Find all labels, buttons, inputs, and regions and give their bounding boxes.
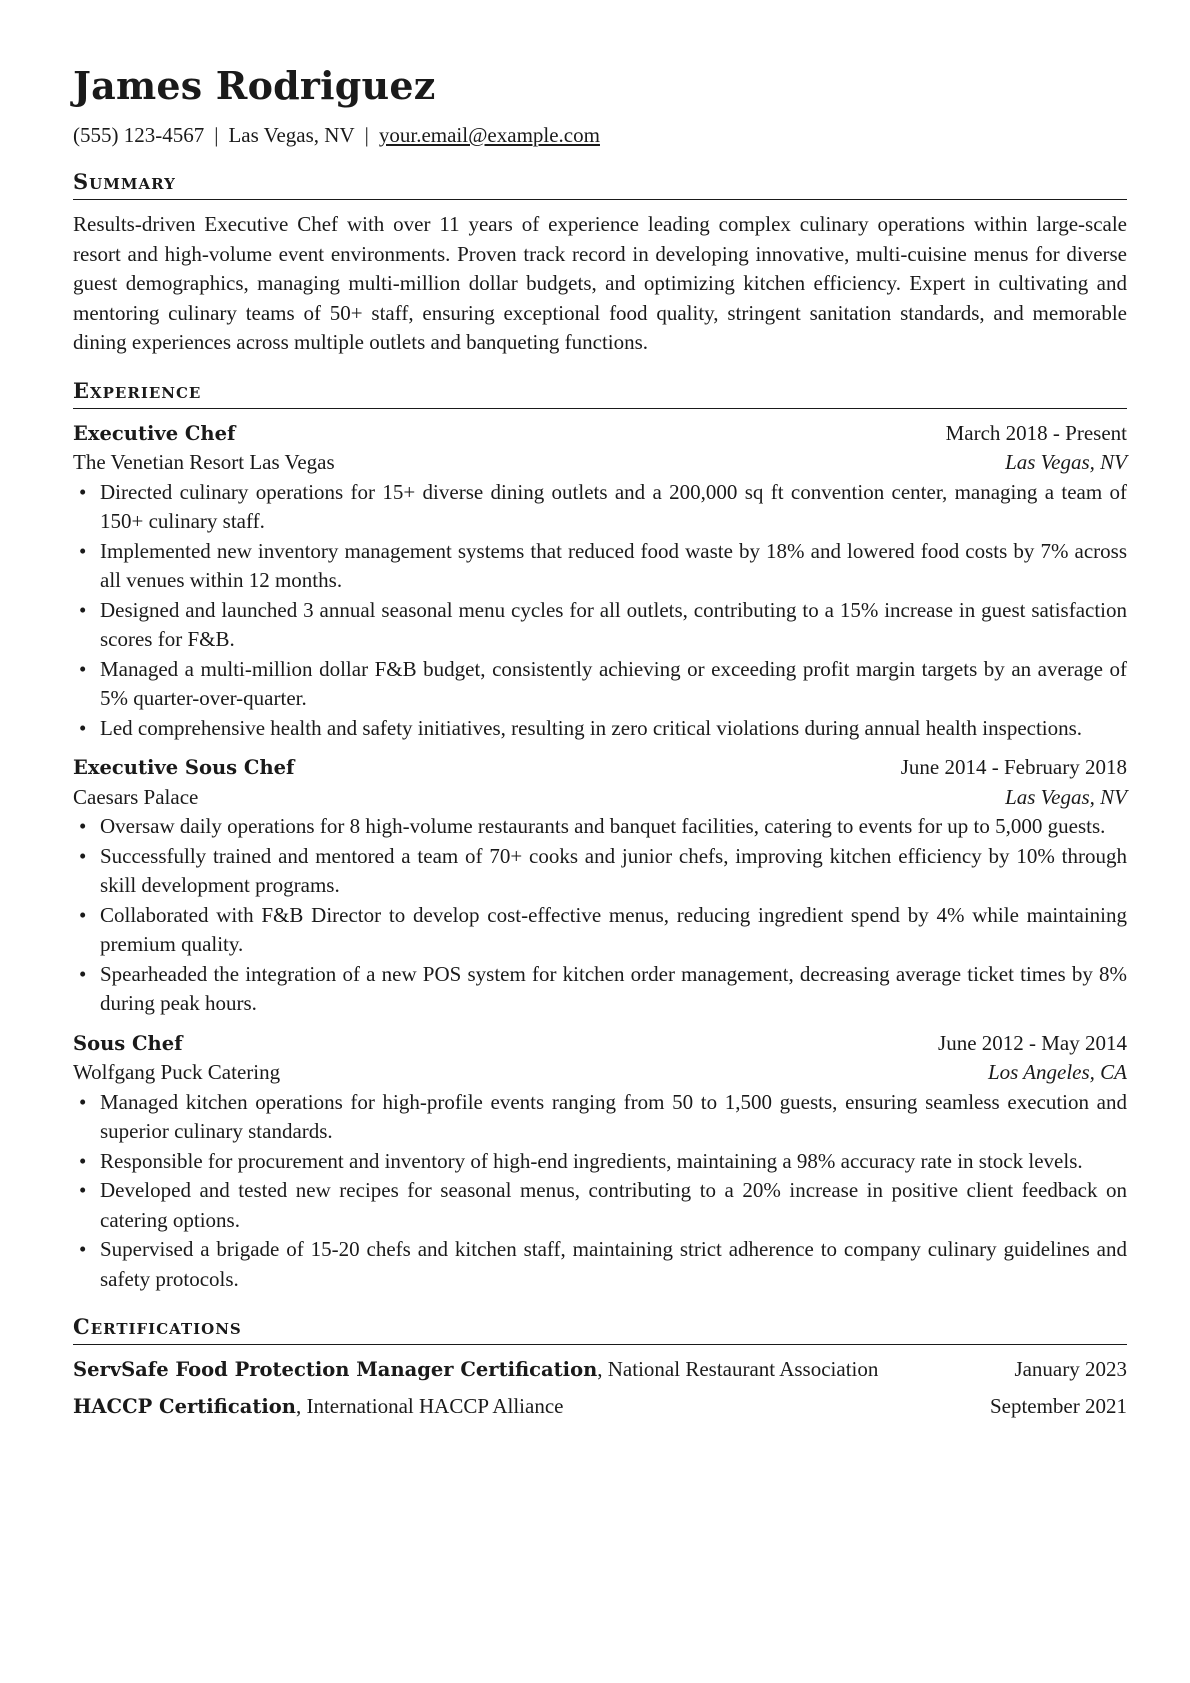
bullet-icon: • bbox=[79, 843, 87, 868]
job-bullet bbox=[73, 714, 1127, 744]
certification-row bbox=[73, 1388, 1127, 1425]
job-bullet bbox=[73, 1147, 1127, 1177]
experience-list bbox=[73, 419, 1127, 1295]
job-location: Los Angeles, CA bbox=[987, 1060, 1127, 1084]
job-bullet bbox=[73, 596, 1127, 655]
job-company: Caesars Palace bbox=[73, 784, 199, 809]
job-bullet-text: Supervised a brigade of 15-20 chefs and kitchen staff, maintaining strict adherence to company culinary guidelines and safety protocols. bbox=[100, 1237, 1127, 1291]
job-header-row bbox=[73, 419, 1127, 449]
job-bullet-text: Managed kitchen operations for high-profile events ranging from 50 to 1,500 guests, ensuring seamless execution and superior culinary standards. bbox=[100, 1089, 1127, 1143]
certification-date: January 2023 bbox=[1014, 1357, 1127, 1381]
email-link[interactable]: your.email@example.com bbox=[378, 123, 600, 147]
job-bullet-text: Developed and tested new recipes for seasonal menus, contributing to a 20% increase in positive client feedback on catering options. bbox=[100, 1178, 1127, 1232]
candidate-name: James Rodriguez bbox=[73, 63, 436, 108]
contact-location: Las Vegas, NV bbox=[228, 123, 355, 147]
job-company-row bbox=[73, 448, 1127, 478]
job-bullet-text: Oversaw daily operations for 8 high-volume restaurants and banquet facilities, catering to events for up to 5,000 guests. bbox=[100, 814, 1106, 838]
job-company-row bbox=[73, 783, 1127, 813]
job-bullet-text: Implemented new inventory management systems that reduced food waste by 18% and lowered food costs by 7% across all venues within 12 months. bbox=[100, 538, 1127, 592]
bullet-icon: • bbox=[79, 656, 87, 681]
job-bullet-text: Collaborated with F&B Director to develop cost-effective menus, reducing ingredient spend by 4% while maintaining premium quality. bbox=[100, 902, 1127, 956]
job-company: Wolfgang Puck Catering bbox=[73, 1060, 281, 1084]
bullet-icon: • bbox=[79, 1237, 87, 1261]
certification-name: HACCP Certification bbox=[73, 1395, 296, 1418]
job-header-row bbox=[73, 753, 1127, 783]
summary-heading: Summary bbox=[73, 167, 1127, 200]
bullet-icon: • bbox=[79, 961, 87, 986]
job-entry bbox=[73, 753, 1127, 1019]
job-company-row bbox=[73, 1058, 1127, 1088]
certification-name: ServSafe Food Protection Manager Certification bbox=[73, 1358, 598, 1381]
job-bullet-text: Successfully trained and mentored a team of 70+ cooks and junior chefs, improving kitchen efficiency by 10% through skill development programs. bbox=[100, 843, 1127, 897]
job-bullet bbox=[73, 812, 1127, 842]
job-bullet-text: Designed and launched 3 annual seasonal menu cycles for all outlets, contributing to a 15% increase in guest satisfaction scores for F&B. bbox=[100, 597, 1127, 651]
job-bullet bbox=[73, 478, 1127, 537]
job-bullet-list bbox=[73, 478, 1127, 744]
bullet-icon: • bbox=[79, 597, 87, 622]
job-bullet-text: Responsible for procurement and inventory of high-end ingredients, maintaining a 98% accuracy rate in stock levels. bbox=[100, 1148, 1083, 1173]
job-bullet bbox=[73, 655, 1127, 714]
certification-row bbox=[73, 1351, 1127, 1388]
job-bullet bbox=[73, 1176, 1127, 1235]
job-bullet bbox=[73, 901, 1127, 960]
experience-heading: Experience bbox=[73, 376, 1127, 409]
job-header-row bbox=[73, 1029, 1127, 1059]
bullet-icon: • bbox=[79, 1178, 87, 1202]
job-bullet bbox=[73, 1235, 1127, 1294]
certification-text bbox=[73, 1351, 878, 1388]
bullet-icon: • bbox=[79, 1148, 87, 1173]
certifications-list bbox=[73, 1351, 1127, 1425]
job-company: The Venetian Resort Las Vegas bbox=[73, 450, 335, 474]
job-title: Sous Chef bbox=[73, 1031, 183, 1055]
job-bullet bbox=[73, 960, 1127, 1019]
job-dates: June 2012 - May 2014 bbox=[938, 1030, 1127, 1055]
bullet-icon: • bbox=[79, 538, 87, 563]
job-bullet bbox=[73, 537, 1127, 596]
job-bullet-text: Spearheaded the integration of a new POS system for kitchen order management, decreasing average ticket times by 8% during peak hours. bbox=[100, 961, 1127, 1015]
job-location: Las Vegas, NV bbox=[1005, 784, 1127, 809]
job-dates: March 2018 - Present bbox=[945, 420, 1127, 445]
job-title: Executive Sous Chef bbox=[73, 756, 295, 779]
job-title: Executive Chef bbox=[73, 421, 236, 445]
job-location: Las Vegas, NV bbox=[1005, 450, 1127, 474]
certification-date: September 2021 bbox=[989, 1394, 1127, 1418]
certification-text bbox=[73, 1388, 563, 1425]
job-bullet bbox=[73, 842, 1127, 901]
summary-text: Results-driven Executive Chef with over 11 years of experience leading complex culinary operations within large-scale resort and high-volume event environments. Proven track record in developing innovative, multi-cuisine menus for diverse guest demographics, managing multi-million dollar budgets, and optimizing kitchen efficiency. Expert in cultivating and mentoring culinary teams of 50+ staff, ensuring exceptional food quality, stringent sanitation standards, and memorable dining experiences across multiple outlets and banqueting functions. bbox=[73, 212, 1127, 354]
job-bullet-text: Led comprehensive health and safety initiatives, resulting in zero critical violations during annual health inspections. bbox=[100, 715, 1083, 740]
job-entry bbox=[73, 1029, 1127, 1295]
phone-number: (555) 123-4567 bbox=[73, 123, 205, 147]
bullet-icon: • bbox=[79, 1089, 87, 1114]
certification-issuer: , International HACCP Alliance bbox=[295, 1394, 564, 1418]
job-bullet bbox=[73, 1088, 1127, 1147]
job-dates: June 2014 - February 2018 bbox=[900, 755, 1127, 779]
contact-separator: | bbox=[364, 123, 369, 147]
job-bullet-list bbox=[73, 812, 1127, 1019]
certification-issuer: , National Restaurant Association bbox=[597, 1357, 879, 1381]
job-bullet-text: Directed culinary operations for 15+ diverse dining outlets and a 200,000 sq ft convention center, managing a team of 150+ culinary staff. bbox=[100, 479, 1127, 533]
bullet-icon: • bbox=[79, 479, 87, 504]
contact-separator: | bbox=[214, 123, 219, 147]
job-bullet-text: Managed a multi-million dollar F&B budget, consistently achieving or exceeding profit margin targets by an average of 5% quarter-over-quarter. bbox=[100, 656, 1127, 710]
contact-line bbox=[73, 120, 1127, 150]
bullet-icon: • bbox=[79, 902, 87, 927]
job-bullet-list bbox=[73, 1088, 1127, 1295]
certifications-heading: Certifications bbox=[73, 1312, 1127, 1345]
bullet-icon: • bbox=[79, 715, 87, 740]
job-entry bbox=[73, 419, 1127, 744]
bullet-icon: • bbox=[79, 814, 87, 838]
